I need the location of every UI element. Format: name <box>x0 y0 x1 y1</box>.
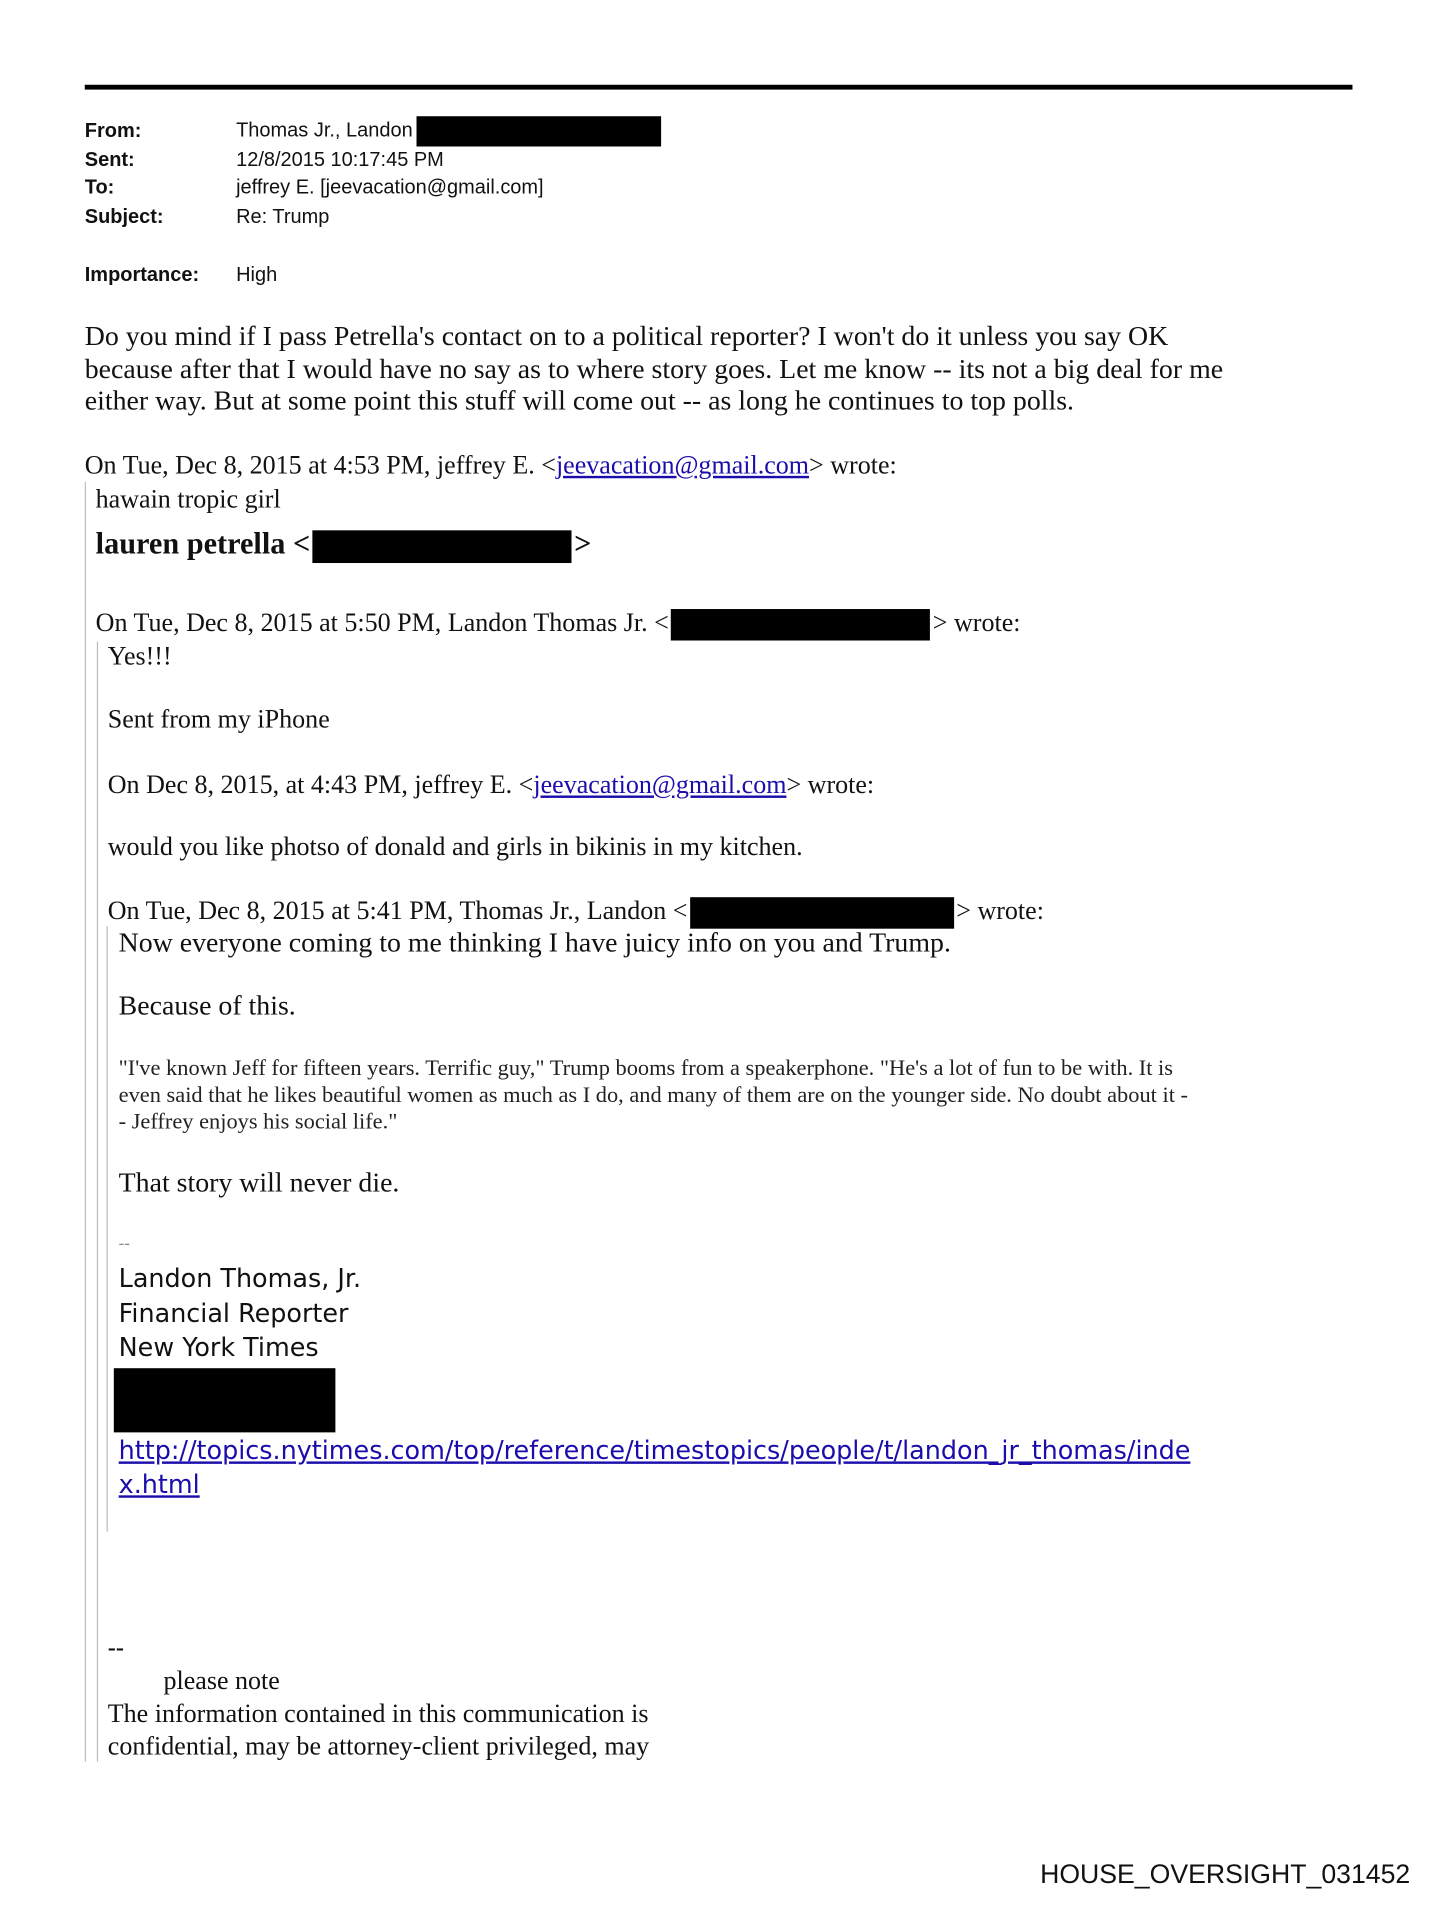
redaction <box>690 897 954 928</box>
attr-text: On Tue, Dec 8, 2015 at 5:41 PM, Thomas Jr., Landon < <box>107 895 688 926</box>
news-quote-line: - Jeffrey enjoys his social life." <box>118 1110 398 1135</box>
profile-link[interactable]: http://topics.nytimes.com/top/reference/timestopics/people/t/landon_jr_thomas/inde <box>118 1436 1191 1466</box>
quote-bar <box>85 482 86 1762</box>
quote-bar <box>107 926 108 1531</box>
quote3-attribution <box>108 896 1044 929</box>
inner-attribution <box>108 770 874 800</box>
attr-text: On Dec 8, 2015, at 4:43 PM, jeffrey E. < <box>107 770 534 800</box>
attr-text: > wrote: <box>932 607 1021 637</box>
email-link[interactable]: jeevacation@gmail.com <box>533 770 787 800</box>
email-link[interactable]: jeevacation@gmail.com <box>555 450 810 480</box>
importance-label: Importance: <box>84 263 200 286</box>
redaction <box>671 609 930 640</box>
quote2-line: Sent from my iPhone <box>107 704 330 734</box>
quote3-line: Because of this. <box>118 990 296 1021</box>
attr-text: On Tue, Dec 8, 2015 at 4:53 PM, jeffrey E. < <box>84 450 556 480</box>
attr-text: > wrote: <box>956 895 1044 926</box>
message-body <box>85 321 1223 417</box>
news-quote-line: even said that he likes beautiful women as much as I do, and many of them are on the younger side. No doubt about it - <box>118 1083 1188 1108</box>
from-value: Thomas Jr., Landon <box>236 119 413 142</box>
sent-label: Sent: <box>84 148 135 171</box>
from-row <box>236 116 661 146</box>
to-value: jeffrey E. [jeevacation@gmail.com] <box>236 176 544 199</box>
signature-name: Landon Thomas, Jr. <box>118 1264 362 1294</box>
quote1-attribution <box>85 450 897 480</box>
profile-link-continued[interactable]: x.html <box>118 1469 200 1499</box>
body-line: Do you mind if I pass Petrella's contact on to a political reporter? I won't do it unless you say OK <box>84 320 1169 352</box>
attr-text: On Tue, Dec 8, 2015 at 5:50 PM, Landon Thomas Jr. < <box>95 607 669 637</box>
quote2-attribution <box>96 608 1021 641</box>
footer-separator: -- <box>107 1634 124 1662</box>
subject-value: Re: Trump <box>236 205 330 228</box>
quote3-line: Now everyone coming to me thinking I have juicy info on you and Trump. <box>118 927 951 958</box>
bates-number: HOUSE_OVERSIGHT_031452 <box>1040 1858 1411 1889</box>
importance-value: High <box>236 263 278 286</box>
subject-label: Subject: <box>84 205 164 228</box>
news-quote-line: "I've known Jeff for fifteen years. Terrific guy," Trump booms from a speakerphone. "He's a lot of fun to be with. It is <box>118 1057 1174 1082</box>
signature-title: Financial Reporter <box>118 1299 349 1329</box>
disclaimer-line: The information contained in this communication is <box>107 1698 649 1728</box>
to-label: To: <box>84 176 115 199</box>
from-label: From: <box>84 119 142 142</box>
disclaimer-line: confidential, may be attorney-client privileged, may <box>107 1731 650 1761</box>
signature-org: New York Times <box>118 1333 319 1363</box>
contact-name-tail: > <box>574 527 592 561</box>
body-line: either way. But at some point this stuff will come out -- as long he continues to top polls. <box>84 385 1075 416</box>
sent-value: 12/8/2015 10:17:45 PM <box>236 148 444 171</box>
quote2-line: Yes!!! <box>107 641 172 671</box>
please-note: please note <box>163 1666 280 1696</box>
contact-name <box>96 528 592 563</box>
body-line: because after that I would have no say as to where story goes. Let me know -- its not a big deal for me <box>84 352 1224 384</box>
quote3-line: That story will never die. <box>118 1167 400 1198</box>
news-quote <box>119 1056 1188 1136</box>
quote2-inner-line: would you like photso of donald and girls in bikinis in my kitchen. <box>107 831 803 861</box>
signature-separator: -- <box>118 1235 130 1254</box>
top-rule <box>85 85 1353 90</box>
attr-text: > wrote: <box>809 450 897 480</box>
attr-text: > wrote: <box>786 770 875 800</box>
quote1-line: hawain tropic girl <box>95 484 281 514</box>
quote-bar <box>97 642 98 1762</box>
redaction <box>313 530 572 563</box>
contact-name-text: lauren petrella < <box>95 527 311 561</box>
redaction <box>416 116 661 146</box>
redaction <box>114 1368 336 1432</box>
